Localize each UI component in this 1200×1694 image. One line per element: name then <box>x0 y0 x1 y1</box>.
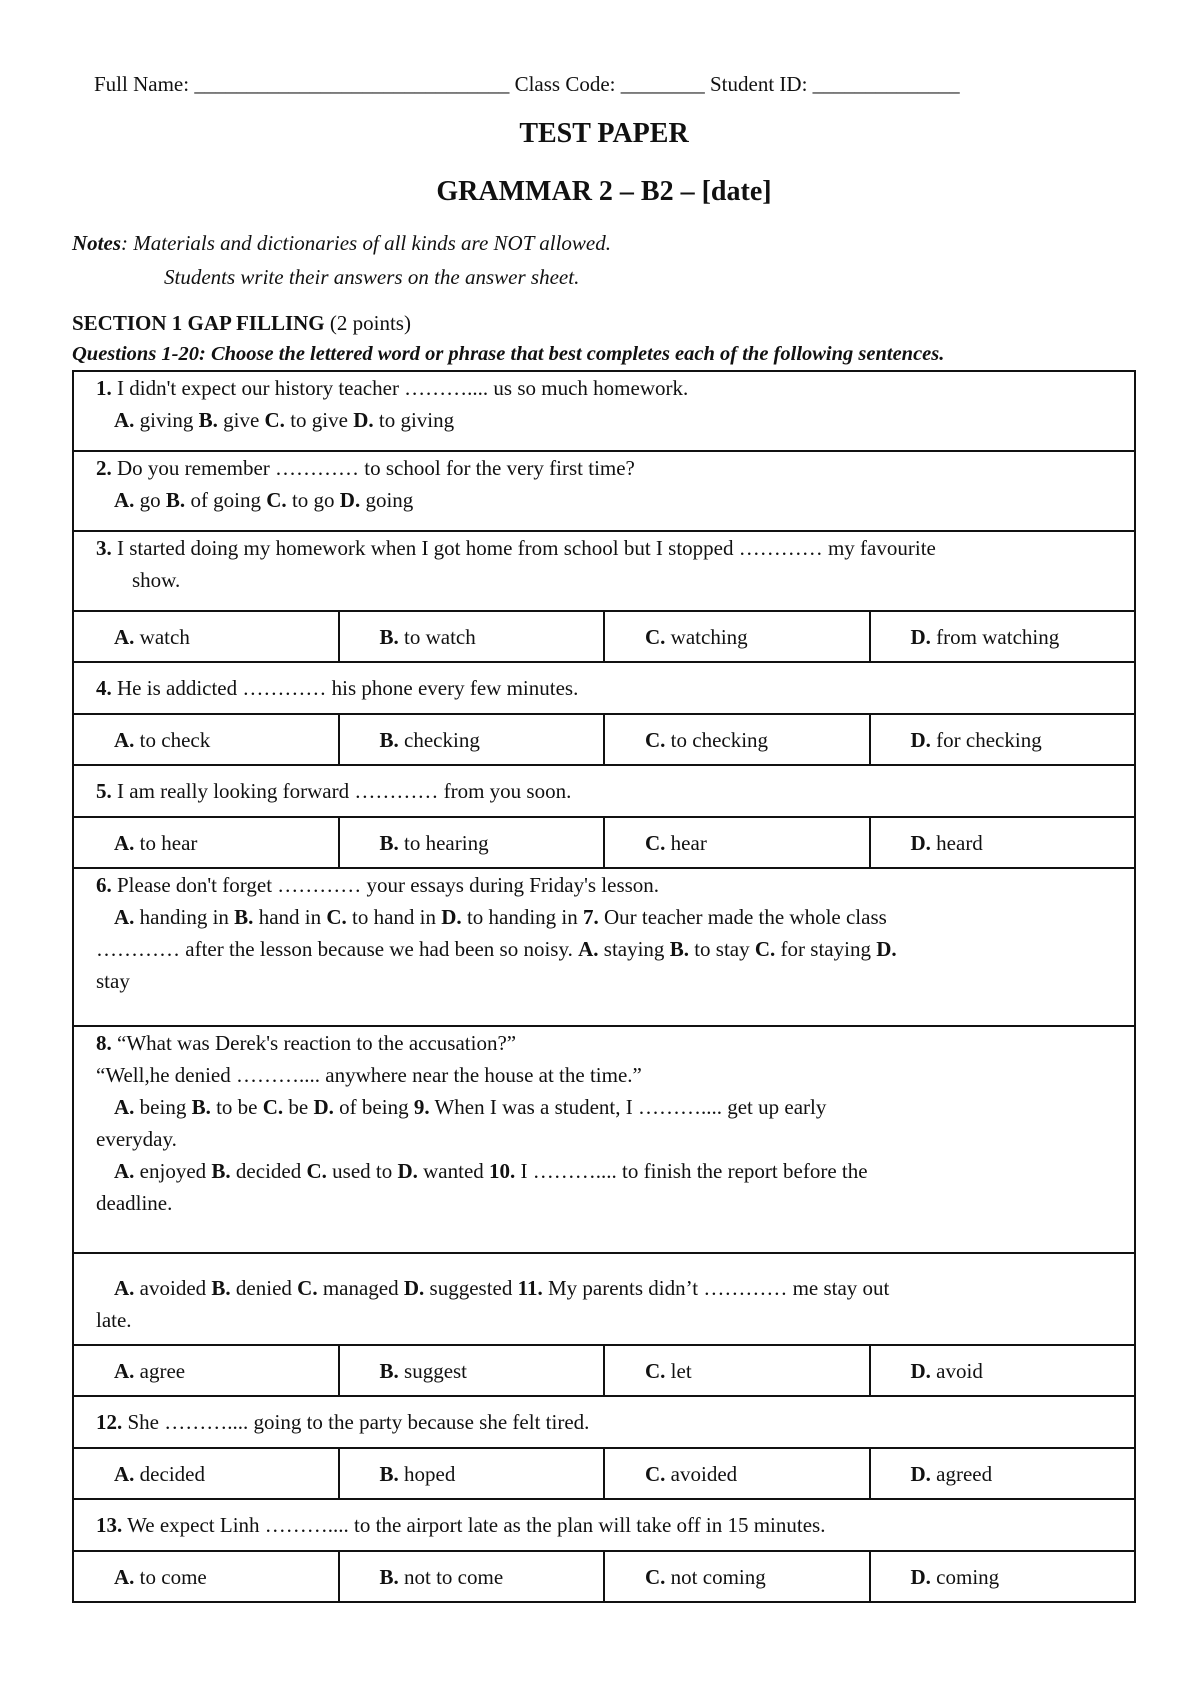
question-5-options <box>73 817 1135 868</box>
option-b: to watch <box>404 624 476 649</box>
option-cell-c <box>604 611 870 662</box>
option-a: enjoyed <box>139 1159 207 1183</box>
questions-table <box>72 370 1136 1603</box>
option-c: to go <box>291 488 335 512</box>
option-c: to give <box>290 408 348 432</box>
question-text: I didn't expect our history teacher ……….... us so much homework. <box>117 376 689 400</box>
option-b: hoped <box>404 1461 456 1486</box>
question-number: 5. <box>96 779 112 803</box>
option-a: handing in <box>139 905 229 929</box>
student-id-blank: ______________ <box>812 72 960 96</box>
option-cell-c <box>604 714 870 765</box>
question-text: She ……….... going to the party because she felt tired. <box>127 1410 590 1434</box>
option-letter: D. <box>313 1095 334 1119</box>
option-cell-a <box>73 1345 339 1396</box>
option-letter: D. <box>353 408 374 432</box>
option-b: to hearing <box>404 830 489 855</box>
question-number: 12. <box>96 1410 123 1434</box>
option-letter: C. <box>266 488 287 512</box>
option-d: going <box>365 488 414 512</box>
option-d: coming <box>936 1564 1000 1589</box>
student-id-label: Student ID: <box>710 72 808 96</box>
option-letter: B. <box>191 1095 211 1119</box>
question-4 <box>73 662 1135 714</box>
option-b: of going <box>190 488 262 512</box>
option-cell-a <box>73 1448 339 1499</box>
option-letter: C. <box>754 937 776 961</box>
option-cell-c <box>604 1345 870 1396</box>
question-10-options-11 <box>73 1253 1135 1345</box>
question-number: 9. <box>413 1095 430 1119</box>
option-letter: A. <box>114 1358 135 1383</box>
option-letter: D. <box>441 905 462 929</box>
option-b: hand in <box>258 905 322 929</box>
question-number: 7. <box>583 905 599 929</box>
option-cell-a <box>73 611 339 662</box>
option-cell-b <box>339 817 605 868</box>
option-d: to giving <box>378 408 455 432</box>
option-letter: A. <box>114 1159 135 1183</box>
option-letter: B. <box>379 1461 399 1486</box>
option-cell-b <box>339 714 605 765</box>
option-letter: C. <box>306 1159 327 1183</box>
question-text: “What was Derek's reaction to the accusation?” <box>117 1031 517 1055</box>
page-subtitle: GRAMMAR 2 – B2 – [date] <box>436 176 772 207</box>
question-number: 6. <box>96 873 112 897</box>
question-text: We expect Linh ……….... to the airport late as the plan will take off in 15 minutes. <box>127 1513 826 1537</box>
question-12 <box>73 1396 1135 1448</box>
option-cell-d <box>870 1345 1136 1396</box>
option-cell-a <box>73 817 339 868</box>
question-text-continued: show. <box>132 568 181 592</box>
option-a: staying <box>603 937 665 961</box>
question-2 <box>73 451 1135 531</box>
option-c: hear <box>670 830 707 855</box>
question-3 <box>73 531 1135 611</box>
option-letter: B. <box>198 408 218 432</box>
option-cell-d <box>870 714 1136 765</box>
option-a: go <box>139 488 161 512</box>
section-points: (2 points) <box>329 311 411 335</box>
option-cell-b <box>339 1551 605 1602</box>
full-name-blank: ______________________________ <box>194 72 510 96</box>
option-letter: A. <box>114 1276 135 1300</box>
option-c: managed <box>322 1276 399 1300</box>
option-letter: D. <box>910 830 931 855</box>
option-cell-d <box>870 1551 1136 1602</box>
option-letter: A. <box>114 727 135 752</box>
option-d: agreed <box>936 1461 993 1486</box>
question-text-continued: everyday. <box>96 1127 177 1151</box>
option-letter: A. <box>114 408 135 432</box>
option-a: agree <box>139 1358 186 1383</box>
section-title: SECTION 1 GAP FILLING <box>72 311 325 335</box>
option-a: watch <box>139 624 190 649</box>
option-a: decided <box>139 1461 205 1486</box>
option-letter: A. <box>114 1095 135 1119</box>
option-letter: C. <box>645 830 666 855</box>
option-a: being <box>139 1095 187 1119</box>
option-letter: C. <box>645 1461 666 1486</box>
option-b: not to come <box>404 1564 504 1589</box>
option-letter: C. <box>326 905 347 929</box>
question-text: I ……….... to finish the report before the <box>520 1159 868 1183</box>
page-title: TEST PAPER <box>519 118 689 149</box>
question-number: 13. <box>96 1513 123 1537</box>
option-letter: B. <box>379 830 399 855</box>
option-c: to checking <box>670 727 769 752</box>
option-c: used to <box>332 1159 393 1183</box>
option-b: to stay <box>694 937 750 961</box>
option-cell-c <box>604 1448 870 1499</box>
option-cell-d <box>870 611 1136 662</box>
question-text-continued: late. <box>96 1308 132 1332</box>
option-cell-c <box>604 1551 870 1602</box>
option-letter: C. <box>645 1564 666 1589</box>
option-d: to handing in <box>466 905 578 929</box>
question-5 <box>73 765 1135 817</box>
option-a: giving <box>139 408 194 432</box>
option-letter: D. <box>910 1358 931 1383</box>
option-letter: D. <box>910 624 931 649</box>
option-cell-d <box>870 1448 1136 1499</box>
class-code-blank: ________ <box>620 72 705 96</box>
option-letter: A. <box>114 488 135 512</box>
question-text: I am really looking forward ………… from you soon. <box>117 779 572 803</box>
question-text: I started doing my homework when I got home from school but I stopped ………… my favourite <box>117 536 936 560</box>
option-a: to check <box>139 727 211 752</box>
question-number: 8. <box>96 1031 112 1055</box>
question-text-continued: deadline. <box>96 1191 173 1215</box>
question-8-9-10 <box>73 1026 1135 1253</box>
question-6-7 <box>73 868 1135 1026</box>
question-number: 2. <box>96 456 112 480</box>
question-text: When I was a student, I ……….... get up early <box>434 1095 827 1119</box>
option-letter: D. <box>910 1564 931 1589</box>
option-letter: C. <box>264 408 285 432</box>
question-11-options <box>73 1345 1135 1396</box>
question-text: He is addicted ………… his phone every few minutes. <box>117 676 579 700</box>
question-1 <box>73 371 1135 451</box>
option-letter: D. <box>910 1461 931 1486</box>
option-cell-b <box>339 1345 605 1396</box>
class-code-label: Class Code: <box>514 72 616 96</box>
option-letter: C. <box>645 1358 666 1383</box>
option-b: denied <box>235 1276 292 1300</box>
option-letter: D. <box>397 1159 418 1183</box>
option-c: to hand in <box>352 905 437 929</box>
option-cell-a <box>73 714 339 765</box>
notes-line-2: Students write their answers on the answer sheet. <box>164 265 580 289</box>
option-cell-d <box>870 817 1136 868</box>
option-letter: A. <box>114 624 135 649</box>
option-letter: A. <box>114 1461 135 1486</box>
question-number: 10. <box>489 1159 516 1183</box>
option-a: to hear <box>139 830 198 855</box>
option-letter: B. <box>379 1358 399 1383</box>
option-c: not coming <box>670 1564 766 1589</box>
option-d: for checking <box>936 727 1042 752</box>
option-d: heard <box>936 830 983 855</box>
option-d: suggested <box>429 1276 513 1300</box>
section-heading <box>72 311 411 336</box>
option-d: wanted <box>423 1159 484 1183</box>
question-number: 3. <box>96 536 112 560</box>
option-letter: D. <box>339 488 361 512</box>
question-text: My parents didn’t ………… me stay out <box>547 1276 890 1300</box>
option-d: of being <box>339 1095 409 1119</box>
option-letter: B. <box>211 1276 231 1300</box>
full-name-label: Full Name: <box>94 72 190 96</box>
option-letter: B. <box>211 1159 231 1183</box>
option-a: avoided <box>139 1276 207 1300</box>
question-number: 11. <box>517 1276 543 1300</box>
option-letter: C. <box>645 624 666 649</box>
option-letter: B. <box>379 727 399 752</box>
student-info-line <box>94 72 1134 97</box>
question-3-options <box>73 611 1135 662</box>
option-b: to be <box>216 1095 258 1119</box>
question-4-options <box>73 714 1135 765</box>
option-letter: A. <box>114 905 135 929</box>
notes-line-1 <box>72 231 611 256</box>
question-13-options <box>73 1551 1135 1602</box>
question-text: Please don't forget ………… your essays during Friday's lesson. <box>117 873 660 897</box>
option-a: to come <box>139 1564 207 1589</box>
option-letter: B. <box>669 937 689 961</box>
option-letter: C. <box>262 1095 284 1119</box>
question-13 <box>73 1499 1135 1551</box>
question-number: 4. <box>96 676 112 700</box>
option-d: avoid <box>936 1358 983 1383</box>
option-c: watching <box>670 624 748 649</box>
notes-text-1: : Materials and dictionaries of all kinds are NOT allowed. <box>121 231 611 255</box>
option-b: give <box>223 408 260 432</box>
question-text: Do you remember ………… to school for the very first time? <box>117 456 635 480</box>
option-b: decided <box>235 1159 302 1183</box>
option-c: for staying <box>780 937 871 961</box>
notes-label: Notes <box>72 231 121 255</box>
section-instruction: Questions 1-20: Choose the lettered word or phrase that best completes each of the following sentences. <box>72 343 945 365</box>
option-letter: B. <box>165 488 186 512</box>
question-number: 1. <box>96 376 112 400</box>
option-cell-b <box>339 611 605 662</box>
question-text: Our teacher made the whole class <box>604 905 887 929</box>
option-letter: C. <box>297 1276 318 1300</box>
option-letter: A. <box>114 830 135 855</box>
question-text-continued: “Well,he denied ……….... anywhere near the house at the time.” <box>96 1063 642 1087</box>
option-c: be <box>288 1095 309 1119</box>
option-cell-a <box>73 1551 339 1602</box>
option-letter: D. <box>403 1276 425 1300</box>
option-d: stay <box>96 969 130 993</box>
option-letter: D. <box>876 937 897 961</box>
option-b: suggest <box>404 1358 468 1383</box>
question-12-options <box>73 1448 1135 1499</box>
question-text-continued: ………… after the lesson because we had been so noisy. <box>96 937 573 961</box>
option-letter: D. <box>910 727 931 752</box>
option-letter: B. <box>379 624 399 649</box>
option-letter: B. <box>379 1564 399 1589</box>
option-cell-b <box>339 1448 605 1499</box>
option-letter: A. <box>114 1564 135 1589</box>
option-b: checking <box>404 727 480 752</box>
option-c: avoided <box>670 1461 738 1486</box>
option-c: let <box>670 1358 692 1383</box>
option-letter: C. <box>645 727 666 752</box>
option-letter: A. <box>578 937 599 961</box>
option-letter: B. <box>234 905 254 929</box>
option-cell-c <box>604 817 870 868</box>
option-d: from watching <box>936 624 1060 649</box>
